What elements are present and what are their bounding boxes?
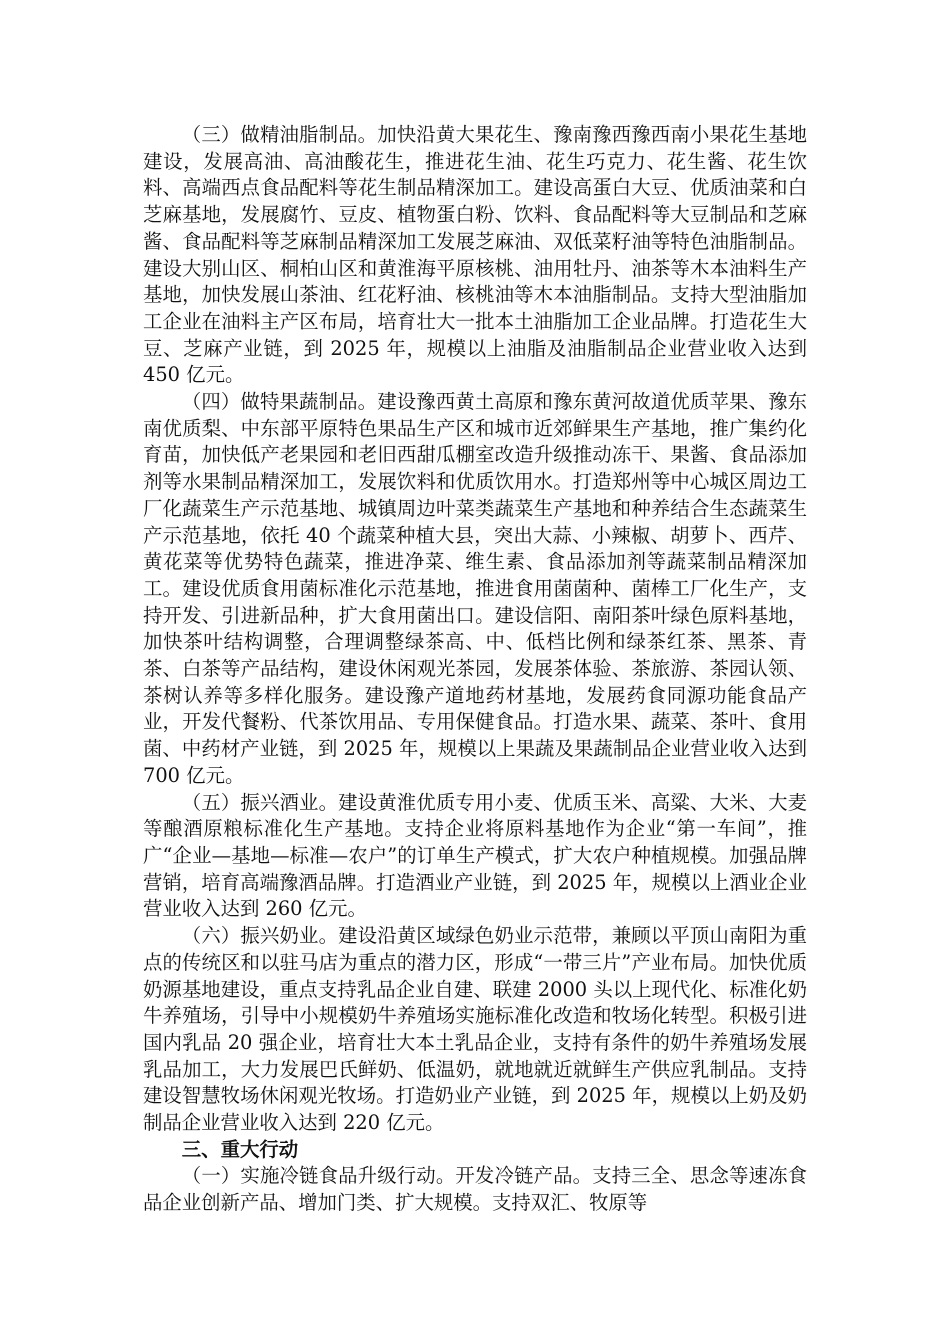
document-page [143,122,807,1217]
paragraph-dairy: （六）振兴奶业。建设沿黄区域绿色奶业示范带，兼顾以平顶山南阳为重点的传统区和以驻马店为重点的潜力区，形成“一带三片”产业布局。加快优质奶源基地建设，重点支持乳品企业自建、联建 2000 头以上现代化、标准化奶牛养殖场，引导中小规模奶牛养殖场实施标准化改造和牧场化转型。积极引进国内乳品 20 强企业，培育壮大本土乳品企业，支持有条件的奶牛养殖场发展乳品加工，大力发展巴氏鲜奶、低温奶，就地就近就鲜生产供应乳制品。支持建设智慧牧场休闲观光牧场。打造奶业产业链，到 2025 年，规模以上奶及奶制品企业营业收入达到 220 亿元。 [143,924,807,1135]
paragraph-liquor: （五）振兴酒业。建设黄淮优质专用小麦、优质玉米、高粱、大米、大麦等酿酒原粮标准化生产基地。支持企业将原料基地作为企业“第一车间”，推广“企业—基地—标准—农户”的订单生产模式，扩大农户种植规模。加强品牌营销，培育高端豫酒品牌。打造酒业产业链，到 2025 年，规模以上酒业企业营业收入达到 260 亿元。 [143,790,807,921]
paragraph-cold-chain: （一）实施冷链食品升级行动。开发冷链产品。支持三全、思念等速冻食品企业创新产品、增加门类、扩大规模。支持双汇、牧原等 [143,1164,807,1215]
paragraph-fruits-vegetables: （四）做特果蔬制品。建设豫西黄土高原和豫东黄河故道优质苹果、豫东南优质梨、中东部平原特色果品生产区和城市近郊鲜果生产基地，推广集约化育苗，加快低产老果园和老旧西甜瓜棚室改造升级推动冻干、果酱、食品添加剂等水果制品精深加工，发展饮料和优质饮用水。打造郑州等中心城区周边工厂化蔬菜生产示范基地、城镇周边叶菜类蔬菜生产基地和种养结合生态蔬菜生产示范基地，依托 40 个蔬菜种植大县，突出大蒜、小辣椒、胡萝卜、西芹、黄花菜等优势特色蔬菜，推进净菜、维生素、食品添加剂等蔬菜制品精深加工。建设优质食用菌标准化示范基地，推进食用菌菌种、菌棒工厂化生产，支持开发、引进新品种，扩大食用菌出口。建设信阳、南阳茶叶绿色原料基地，加快茶叶结构调整，合理调整绿茶高、中、低档比例和绿茶红茶、黑茶、青茶、白茶等产品结构，建设休闲观光茶园，发展茶体验、茶旅游、茶园认领、茶树认养等多样化服务。建设豫产道地药材基地，发展药食同源功能食品产业，开发代餐粉、代茶饮用品、专用保健食品。打造水果、蔬菜、茶叶、食用菌、中药材产业链，到 2025 年，规模以上果蔬及果蔬制品企业营业收入达到 700 亿元。 [143,390,807,787]
section-heading: 三、重大行动 [181,1137,299,1161]
paragraph-oils: （三）做精油脂制品。加快沿黄大果花生、豫南豫西豫西南小果花生基地建设，发展高油、高油酸花生，推进花生油、花生巧克力、花生酱、花生饮料、高端西点食品配料等花生制品精深加工。建设高蛋白大豆、优质油菜和白芝麻基地，发展腐竹、豆皮、植物蛋白粉、饮料、食品配料等大豆制品和芝麻酱、食品配料等芝麻制品精深加工发展芝麻油、双低菜籽油等特色油脂制品。建设大别山区、桐柏山区和黄淮海平原核桃、油用牡丹、油茶等木本油料生产基地，加快发展山茶油、红花籽油、核桃油等木本油脂制品。支持大型油脂加工企业在油料主产区布局，培育壮大一批本土油脂加工企业品牌。打造花生大豆、芝麻产业链，到 2025 年，规模以上油脂及油脂制品企业营业收入达到 450 亿元。 [143,123,807,387]
